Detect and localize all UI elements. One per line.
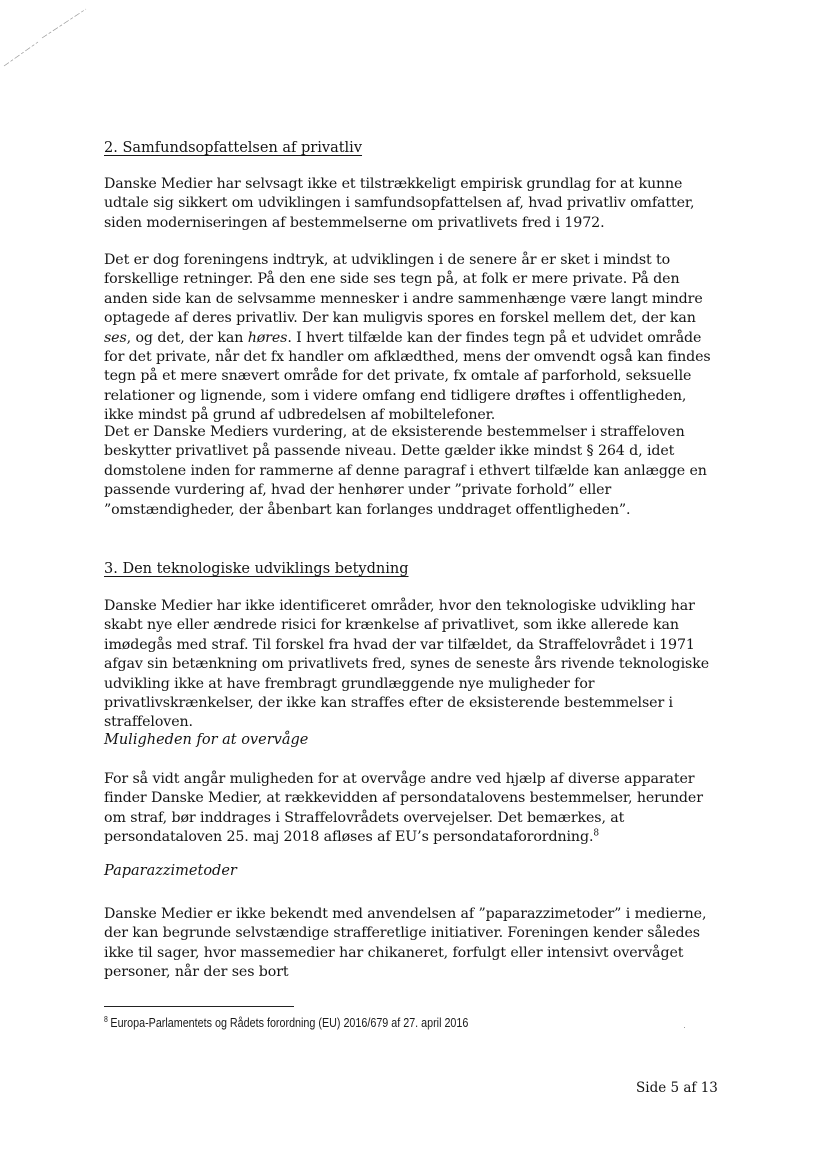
subheading-paparazzimetoder: Paparazzimetoder (104, 863, 237, 879)
footnote-divider (104, 1006, 294, 1007)
section-3-paragraph-2: For så vidt angår muligheden for at overvåge andre ved hjælp af diverse apparater finder Danske Medier, at rækkevidden af persondatalovens bestemmelser, herunder om straf, bør inddrages i Straffelovrådets overvejelser. Det bemærkes, at persondataloven 25. maj 2018 afløses af EU’s persondataforordning.$^8$ (104, 771, 703, 846)
section-3-heading: 3. Den teknologiske udviklings betydning (104, 561, 409, 577)
subheading-overvaagning: Muligheden for at overvåge (104, 732, 309, 748)
page-number: Side 5 af 13 (636, 1080, 718, 1096)
section-3-paragraph-3: Danske Medier er ikke bekendt med anvendelsen af ”paparazzimetoder” i medierne, der kan begrunde selvstændige strafferetlige initiativer. Foreningen kender således ikke til sager, hvor massemedier har chikaneret, forfulgt eller intensivt overvåget personer, når der ses bort (104, 906, 707, 981)
section-2-paragraph-2: Det er dog foreningens indtryk, at udviklingen i de senere år er sket i mindst to forskellige retninger. På den ene side ses tegn på, at folk er mere private. På den anden side kan de selvsamme mennesker i andre sammenhænge være langt mindre optagede af deres privatliv. Der kan muligvis spores en forskel mellem det, der kan ses, og det, der kan høres. I hvert tilfælde kan der findes tegn på et udvidet område for det private, når det fx handler om afklædthed, mens der omvendt også kan findes tegn på et mere snævert område for det private, fx omtale af parforhold, seksuelle relationer og lignende, som i videre omfang end tidligere drøftes i offentligheden, ikke mindst på grund af udbredelsen af mobiltelefoner. (104, 252, 711, 424)
footnote-reference[interactable]: 8 (593, 828, 600, 839)
footnote-number: 8 (104, 1014, 108, 1024)
section-3-paragraph-1: Danske Medier har ikke identificeret områder, hvor den teknologiske udvikling har skabt nye eller ændrede risici for krænkelse af privatlivet, som ikke allerede kan imødegås med straf. Til forskel fra hvad der var tilfældet, da Straffelovrådet i 1971 afgav sin betænkning om privatlivets fred, synes de seneste års rivende teknologiske udvikling ikke at have frembragt grundlæggende nye muligheder for privatlivskrænkelser, der ikke kan straffes efter de eksisterende bestemmelser i straffeloven. (104, 598, 710, 731)
scan-speck (684, 1027, 685, 1028)
footnote-text: Europa-Parlamentets og Rådets forordning (EU) 2016/679 af 27. april 2016 (110, 1016, 469, 1030)
section-2-heading: 2. Samfundsopfattelsen af privatliv (104, 140, 363, 156)
section-2-paragraph-1: Danske Medier har selvsagt ikke et tilstrækkeligt empirisk grundlag for at kunne udtale sig sikkert om udviklingen i samfundsopfattelsen af, hvad privatliv omfatter, siden moderniseringen af bestemmelserne om privatlivets fred i 1972. (104, 176, 695, 231)
footnote (104, 1015, 620, 1031)
section-2-paragraph-3: Det er Danske Mediers vurdering, at de eksisterende bestemmelser i straffeloven beskytter privatlivet på passende niveau. Dette gælder ikke mindst § 264 d, idet domstolene inden for rammerne af denne paragraf i ethvert tilfælde kan anlægge en passende vurdering af, hvad der henhører under ”private forhold” eller ”omstændigheder, der åbenbart kan forlanges unddraget offentligheden”. (104, 424, 707, 518)
scan-artifact-line (0, 0, 100, 80)
